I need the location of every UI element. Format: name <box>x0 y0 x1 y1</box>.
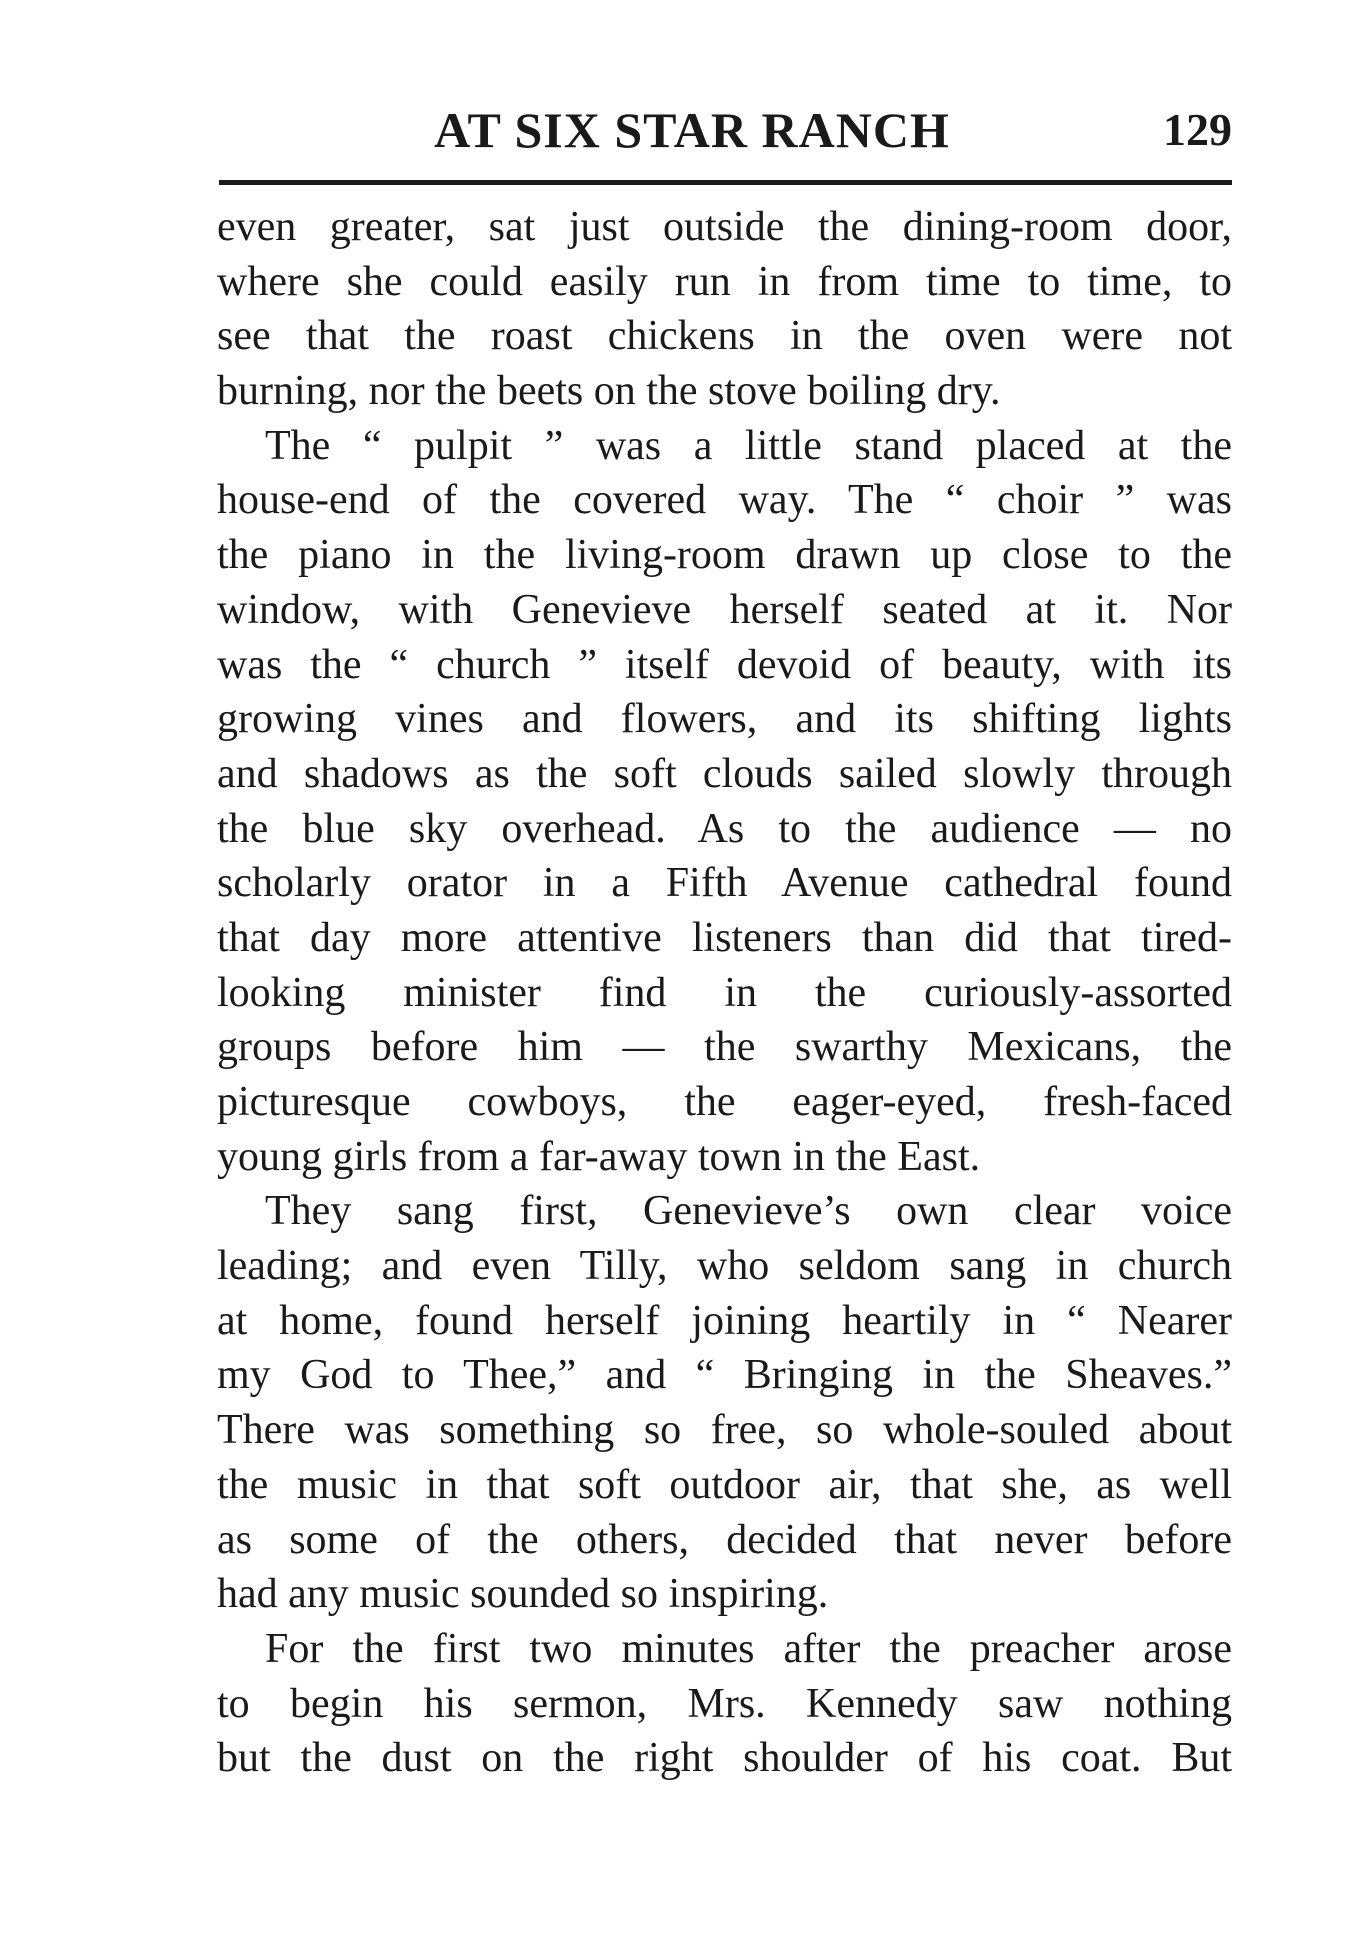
text-line: window, with Genevieve herself seated at it. Nor <box>217 586 1232 633</box>
text-line: even greater, sat just outside the dining-room door, <box>217 204 1232 250</box>
paragraph <box>217 1622 1232 1786</box>
text-line: looking minister find in the curiously-assorted <box>217 969 1232 1016</box>
running-title: AT SIX STAR RANCH <box>434 102 950 158</box>
text-line: growing vines and flowers, and its shifting lights <box>217 696 1232 743</box>
page-number: 129 <box>1163 104 1232 155</box>
text-line: scholarly orator in a Fifth Avenue cathedral found <box>217 860 1232 907</box>
text-line: young girls from a far-away town in the East. <box>217 1133 981 1180</box>
text-line: at home, found herself joining heartily in “ Nearer <box>217 1297 1232 1344</box>
text-line: my God to Thee,” and “ Bringing in the Sheaves.” <box>217 1352 1232 1399</box>
text-line: but the dust on the right shoulder of his coat. But <box>217 1735 1232 1782</box>
text-line: where she could easily run in from time to time, to <box>217 258 1232 305</box>
text-line: There was something so free, so whole-souled about <box>217 1407 1232 1454</box>
text-line: and shadows as the soft clouds sailed slowly through <box>217 750 1232 797</box>
text-line: leading; and even Tilly, who seldom sang in church <box>217 1243 1232 1290</box>
text-line: that day more attentive listeners than did that tired- <box>217 914 1232 961</box>
text-line: groups before him — the swarthy Mexicans, the <box>217 1024 1232 1071</box>
text-line: the blue sky overhead. As to the audience — no <box>217 805 1232 852</box>
text-line: had any music sounded so inspiring. <box>217 1571 829 1618</box>
body-text <box>217 200 1232 1786</box>
paragraph <box>217 200 1232 419</box>
header-rule <box>219 180 1232 185</box>
text-line: The “ pulpit ” was a little stand placed at the <box>265 422 1232 469</box>
text-line: to begin his sermon, Mrs. Kennedy saw nothing <box>217 1680 1232 1727</box>
text-line: They sang first, Genevieve’s own clear voice <box>265 1188 1232 1235</box>
text-line: the piano in the living-room drawn up close to the <box>217 532 1232 579</box>
text-line: burning, nor the beets on the stove boiling dry. <box>217 368 1001 415</box>
text-line: as some of the others, decided that never before <box>217 1516 1232 1563</box>
text-line: see that the roast chickens in the oven were not <box>217 313 1232 360</box>
running-header <box>222 100 1232 170</box>
text-line: For the first two minutes after the preacher arose <box>265 1625 1232 1672</box>
text-line: picturesque cowboys, the eager-eyed, fresh-faced <box>217 1079 1232 1125</box>
paragraph <box>217 1184 1232 1622</box>
paragraph <box>217 419 1232 1185</box>
text-line: the music in that soft outdoor air, that she, as well <box>217 1461 1232 1508</box>
text-line: house-end of the covered way. The “ choir ” was <box>217 477 1232 524</box>
text-line: was the “ church ” itself devoid of beauty, with its <box>217 641 1232 688</box>
